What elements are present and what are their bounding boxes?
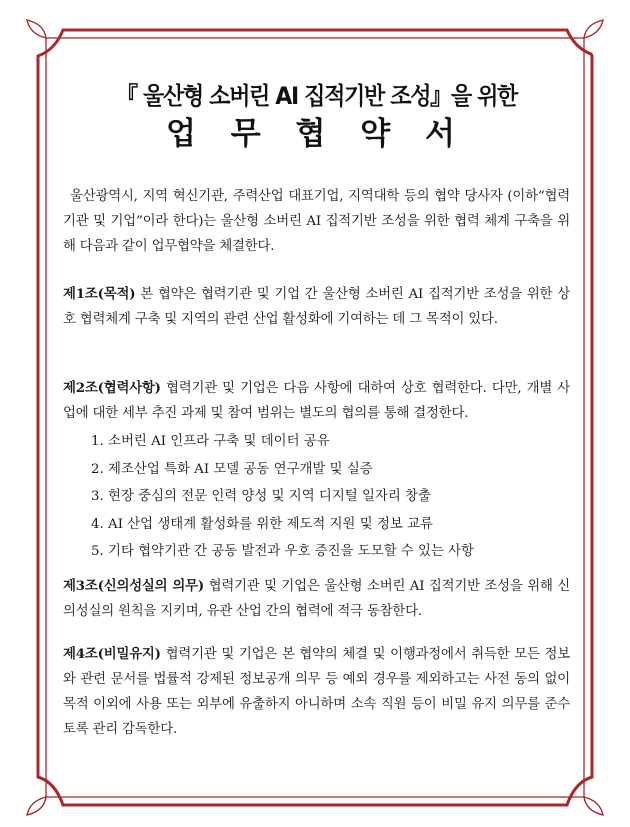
article-3: [63, 574, 570, 624]
list-item: 5. 기타 협약기관 간 공동 발전과 우호 증진을 도모할 수 있는 사항: [91, 544, 474, 559]
article-2: [63, 376, 570, 426]
leaf-ornament-bottom-right-icon: [584, 797, 603, 815]
article-2-list: [91, 428, 561, 566]
preamble-paragraph: 울산광역시, 지역 혁신기관, 주력산업 대표기업, 지역대학 등의 협약 당사자 (이하“협력기관 및 기업”이라 한다)는 울산형 소버린 AI 집적기반 조성을 위한 협력 체계 구축을 위해 다음과 같이 업무협약을 체결한다.: [63, 189, 570, 254]
leaf-ornament-top-left-icon: [27, 20, 46, 38]
article-4-title: 제4조(비밀유지): [63, 646, 161, 662]
article-1-title: 제1조(목적): [63, 286, 136, 302]
article-1: [63, 282, 570, 332]
list-item: 2. 제조산업 특화 AI 모델 공동 연구개발 및 실증: [91, 461, 373, 477]
list-item: 1. 소버린 AI 인프라 구축 및 데이터 공유: [91, 434, 330, 449]
document-subtitle: 『 울산형 소버린 AI 집적기반 조성』을 위한: [115, 82, 518, 110]
article-2-text: 협력기관 및 기업은 다음 사항에 대하여 상호 협력한다. 다만, 개별 사업에 대한 세부 추진 과제 및 참여 범위는 별도의 협의를 통해 결정한다.: [63, 381, 570, 421]
leaf-ornament-bottom-left-icon: [27, 797, 46, 815]
article-4: [63, 642, 570, 742]
article-3-title: 제3조(신의성실의 의무): [63, 578, 204, 594]
list-item: 3. 현장 중심의 전문 인력 양성 및 지역 디지털 일자리 창출: [91, 489, 431, 504]
article-3-text: 협력기관 및 기업은 울산형 소버린 AI 집적기반 조성을 위해 신의성실의 원칙을 지키며, 유관 산업 간의 협력에 적극 동참한다.: [63, 579, 570, 619]
article-1-text: 본 협약은 협력기관 및 기업 간 울산형 소버린 AI 집적기반 조성을 위한 상호 협력체계 구축 및 지역의 관련 산업 활성화에 기여하는 데 그 목적이 있다.: [63, 287, 570, 327]
list-item: 4. AI 산업 생태계 활성화를 위한 제도적 지원 및 정보 교류: [91, 516, 433, 532]
article-4-text: 협력기관 및 기업은 본 협약의 체결 및 이행과정에서 취득한 모든 정보와 관련 문서를 법률적 강제된 정보공개 의무 등 예외 경우를 제외하고는 사전 동의 없이 목적 이외에 사용 또는 외부에 유출하지 아니하며 소속 직원 등이 비밀 유지 의무를 준수토록 관리 감독한다.: [63, 647, 570, 737]
document-title: 업 무 협 약 서: [166, 116, 467, 152]
article-2-title: 제2조(협력사항): [63, 380, 161, 396]
leaf-ornament-top-right-icon: [584, 20, 603, 38]
